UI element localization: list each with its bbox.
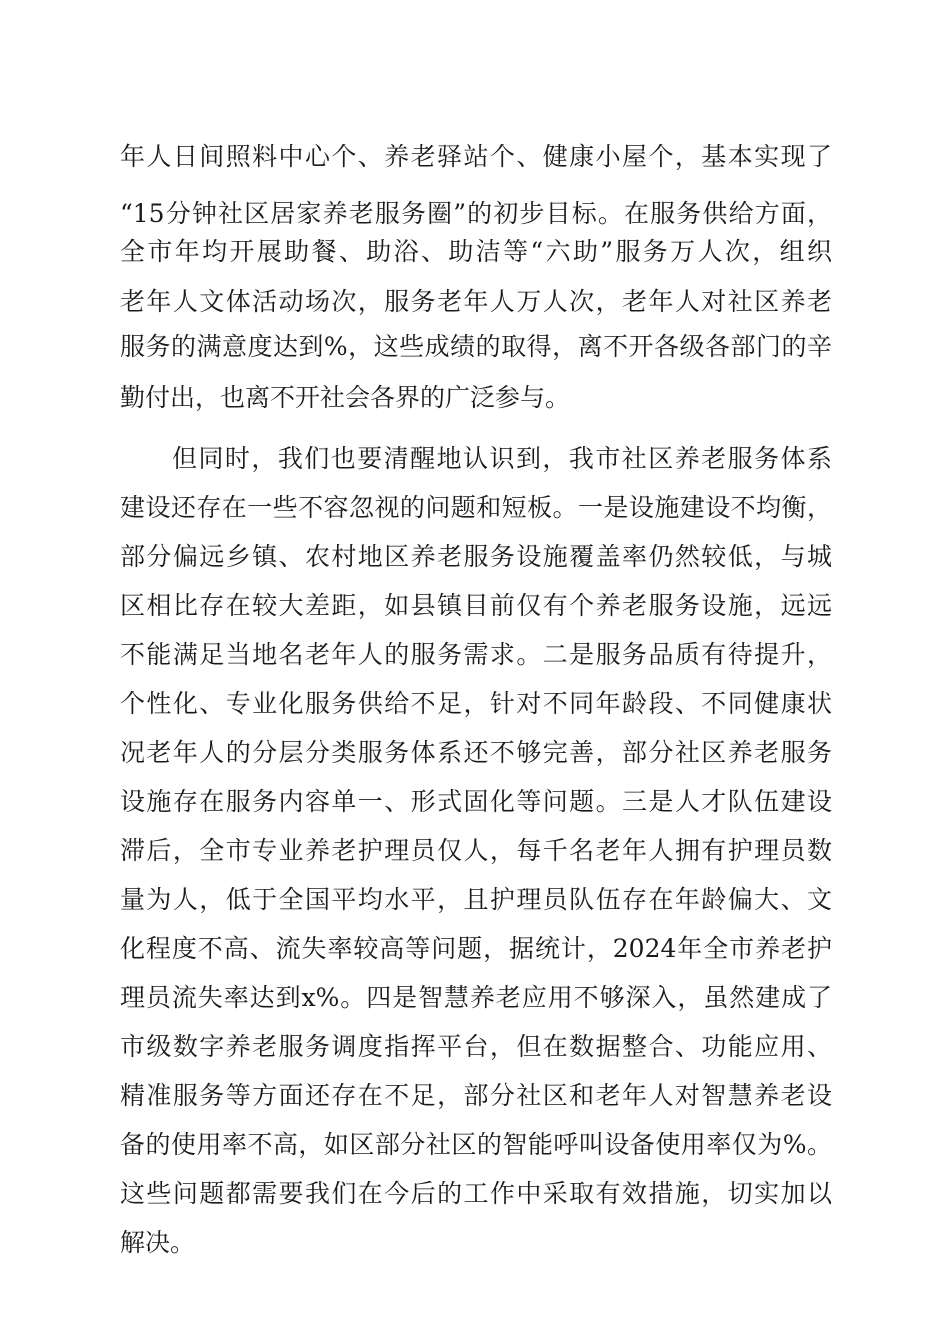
- paragraph-2-line-12: 理员流失率达到x%。四是智慧养老应用不够深入，虽然建成了: [120, 983, 832, 1012]
- paragraph-1-line-5: 服务的满意度达到%，这些成绩的取得，离不开各级各部门的辛: [120, 332, 832, 361]
- paragraph-1-line-2: “15分钟社区居家养老服务圈”的初步目标。在服务供给方面，: [120, 199, 832, 228]
- paragraph-1-line-1: 年人日间照料中心个、养老驿站个、健康小屋个，基本实现了: [120, 142, 832, 171]
- paragraph-2-line-2: 建设还存在一些不容忽视的问题和短板。一是设施建设不均衡，: [120, 493, 832, 522]
- paragraph-2-line-14: 精准服务等方面还存在不足，部分社区和老年人对智慧养老设: [120, 1081, 832, 1110]
- paragraph-2-line-4: 区相比存在较大差距，如县镇目前仅有个养老服务设施，远远: [120, 591, 832, 620]
- paragraph-2-line-5: 不能满足当地名老年人的服务需求。二是服务品质有待提升，: [120, 640, 832, 669]
- paragraph-2-line-6: 个性化、专业化服务供给不足，针对不同年龄段、不同健康状: [120, 689, 832, 718]
- paragraph-2-line-7: 况老年人的分层分类服务体系还不够完善，部分社区养老服务: [120, 738, 832, 767]
- paragraph-1-line-6: 勤付出，也离不开社会各界的广泛参与。: [120, 383, 571, 412]
- paragraph-2-line-13: 市级数字养老服务调度指挥平台，但在数据整合、功能应用、: [120, 1032, 832, 1061]
- paragraph-2-line-1: 但同时，我们也要清醒地认识到，我市社区养老服务体系: [172, 444, 832, 473]
- paragraph-2-line-17: 解决。: [120, 1228, 196, 1257]
- paragraph-1-line-3: 全市年均开展助餐、助浴、助洁等“六助”服务万人次，组织: [120, 237, 832, 266]
- paragraph-2-line-16: 这些问题都需要我们在今后的工作中采取有效措施，切实加以: [120, 1179, 832, 1208]
- paragraph-2-line-11: 化程度不高、流失率较高等问题，据统计，2024年全市养老护: [120, 934, 832, 963]
- paragraph-2-line-9: 滞后，全市专业养老护理员仅人，每千名老年人拥有护理员数: [120, 836, 832, 865]
- paragraph-2-line-3: 部分偏远乡镇、农村地区养老服务设施覆盖率仍然较低，与城: [120, 542, 832, 571]
- paragraph-2-line-8: 设施存在服务内容单一、形式固化等问题。三是人才队伍建设: [120, 787, 832, 816]
- paragraph-2-line-15: 备的使用率不高，如区部分社区的智能呼叫设备使用率仅为%。: [120, 1130, 832, 1159]
- paragraph-1-line-4: 老年人文体活动场次，服务老年人万人次，老年人对社区养老: [120, 287, 832, 316]
- paragraph-2-line-10: 量为人，低于全国平均水平，且护理员队伍存在年龄偏大、文: [120, 885, 832, 914]
